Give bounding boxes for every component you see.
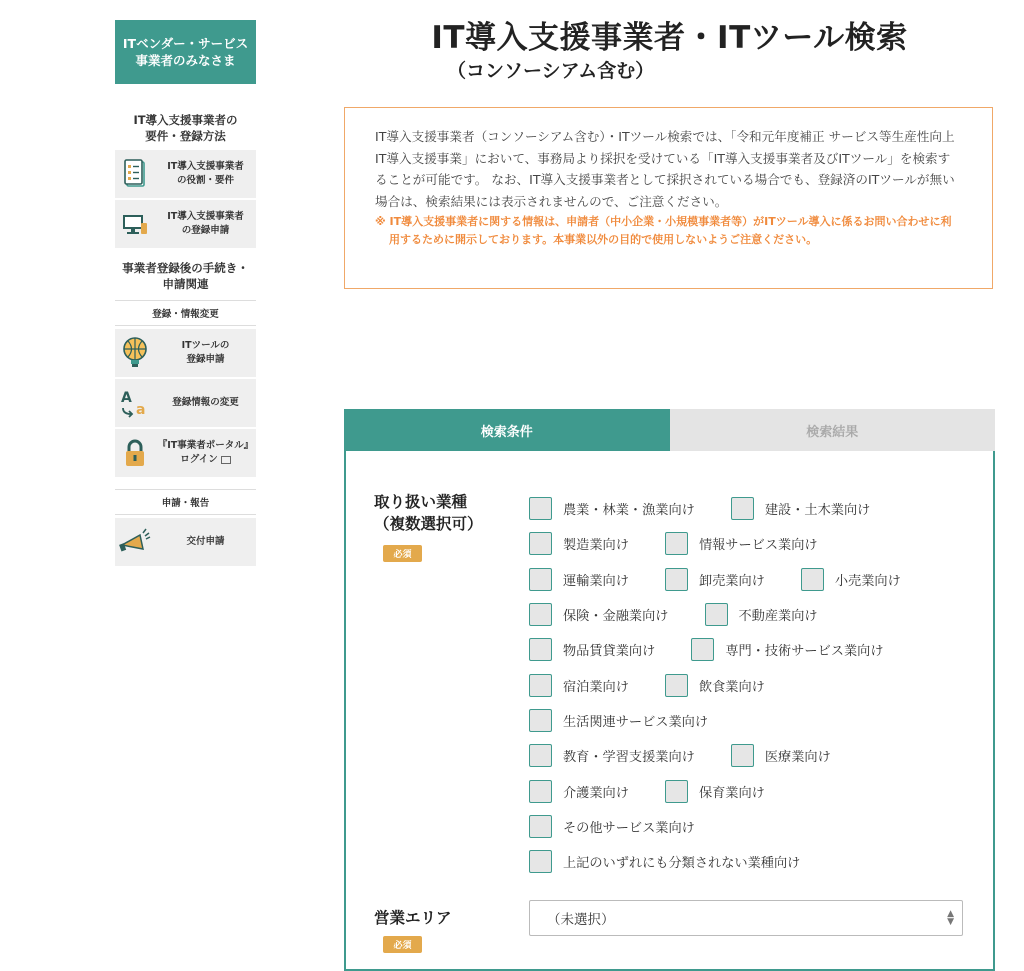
checkbox-row — [529, 809, 937, 844]
nav-item-grant-application[interactable] — [115, 518, 256, 566]
checkbox[interactable] — [529, 638, 552, 661]
checkbox[interactable] — [529, 709, 552, 732]
section-title-procedures: 事業者登録後の手続き・ 申請関連 — [122, 261, 249, 291]
notice-body: IT導入支援事業者（コンソーシアム含む）・ITツール検索では、「令和元年度補正 サービス等生産性向上IT導入支援事業」において、事務局より採択を受けている「IT導入支援事業者及びITツール」を検索することが可能です。 なお、IT導入支援事業者として採択されている場合でも、登録済のITツールが無い場合は、検索結果には表示されませんので、ご注意ください。 — [375, 129, 955, 209]
nav-item-info-change[interactable] — [115, 379, 256, 427]
checkbox[interactable] — [529, 850, 552, 873]
industry-checkbox-item[interactable] — [529, 497, 731, 520]
area-select[interactable] — [529, 900, 963, 936]
sidebar — [115, 20, 256, 568]
checkbox-label: 農業・林業・漁業向け — [563, 503, 695, 519]
industry-checkbox-item[interactable] — [801, 568, 937, 591]
checkbox-label: 飲食業向け — [698, 679, 765, 695]
svg-text:a: a — [136, 402, 146, 418]
checkbox-label: 運輸業向け — [563, 573, 629, 589]
checkbox-row — [529, 526, 937, 561]
nav-item-label: IT導入支援事業者 の役割・要件 — [167, 161, 244, 186]
checkbox-label: 教育・学習支援業向け — [563, 750, 695, 766]
subhead-registration-change: 登録・情報変更 — [115, 300, 256, 326]
industry-checkbox-item[interactable] — [529, 709, 744, 732]
checkbox-label: その他サービス業向け — [563, 820, 695, 836]
checkbox[interactable] — [691, 638, 714, 661]
checkbox[interactable] — [801, 568, 824, 591]
checkbox[interactable] — [529, 780, 552, 803]
industry-required-badge: 必須 — [383, 545, 422, 562]
checkbox[interactable] — [529, 603, 552, 626]
search-tabs — [344, 409, 995, 451]
industry-checkbox-item[interactable] — [691, 638, 919, 661]
checkbox-label: 情報サービス業向け — [698, 538, 818, 554]
industry-checkbox-item[interactable] — [529, 603, 705, 626]
select-arrows-icon: ▲ ▼ — [947, 909, 954, 927]
checkbox-row — [529, 703, 937, 738]
checkbox[interactable] — [529, 497, 552, 520]
notice-box — [344, 107, 993, 289]
checkbox-label: 卸売業向け — [698, 573, 765, 589]
vendor-button-line1: ITベンダー・サービス — [122, 36, 249, 51]
nav-item-label: ITツールの 登録申請 — [181, 340, 230, 365]
nav-item-tool-registration[interactable] — [115, 329, 256, 377]
text-change-icon — [119, 388, 151, 418]
page-subtitle: （コンソーシアム含む） — [447, 60, 655, 82]
industry-checkbox-item[interactable] — [665, 674, 801, 697]
nav-item-portal-login[interactable] — [115, 429, 256, 477]
area-select-value: （未選択） — [547, 912, 615, 928]
checkbox-label: 建設・土木業向け — [764, 503, 871, 519]
checkbox-row — [529, 562, 937, 597]
lock-icon — [123, 438, 147, 468]
subhead-application-report: 申請・報告 — [115, 489, 256, 515]
checkbox-label: 保険・金融業向け — [563, 609, 669, 625]
industry-checkbox-item[interactable] — [529, 532, 665, 555]
checkbox-label: 上記のいずれにも分類されない業種向け — [563, 856, 801, 872]
checklist-icon — [123, 159, 147, 189]
checkbox-row — [529, 667, 937, 702]
industry-checkbox-item[interactable] — [705, 603, 854, 626]
checkbox-row — [529, 844, 937, 879]
checkbox-row — [529, 773, 937, 808]
checkbox[interactable] — [665, 780, 688, 803]
checkbox-label: 生活関連サービス業向け — [563, 714, 709, 730]
checkbox[interactable] — [665, 532, 688, 555]
checkbox-label: 小売業向け — [834, 573, 901, 589]
checkbox[interactable] — [529, 674, 552, 697]
industry-checkbox-item[interactable] — [529, 568, 665, 591]
industry-checkbox-item[interactable] — [665, 780, 801, 803]
checkbox[interactable] — [665, 568, 688, 591]
industry-checkbox-item[interactable] — [731, 744, 867, 767]
checkbox-label: 医療業向け — [764, 750, 831, 766]
industry-label: 取り扱い業種 （複数選択可） — [374, 493, 483, 533]
industry-checkbox-item[interactable] — [529, 815, 731, 838]
section-title-requirements: IT導入支援事業者の 要件・登録方法 — [133, 113, 238, 143]
checkbox[interactable] — [705, 603, 728, 626]
tab-search-results[interactable]: 検索結果 — [670, 409, 996, 451]
nav-item-label: 『IT事業者ポータル』 ログイン — [157, 440, 254, 465]
checkbox-label: 製造業向け — [563, 538, 629, 554]
checkbox[interactable] — [529, 744, 552, 767]
checkbox-row — [529, 632, 937, 667]
checkbox-label: 物品賃貸業向け — [563, 644, 656, 660]
checkbox-row — [529, 597, 937, 632]
nav-item-label: 登録情報の変更 — [172, 397, 239, 408]
megaphone-icon — [118, 527, 152, 557]
industry-checkbox-item[interactable] — [731, 497, 907, 520]
nav-item-label: 交付申請 — [186, 536, 225, 547]
checkbox-row — [529, 491, 937, 526]
checkbox[interactable] — [731, 497, 754, 520]
checkbox[interactable] — [731, 744, 754, 767]
computer-icon — [120, 211, 150, 237]
nav-item-label: IT導入支援事業者 の登録申請 — [167, 211, 244, 236]
industry-checkbox-item[interactable] — [529, 744, 731, 767]
checkbox-label: 宿泊業向け — [563, 679, 629, 695]
industry-checkbox-item[interactable] — [665, 532, 854, 555]
checkbox[interactable] — [529, 568, 552, 591]
vendor-menu-button[interactable] — [115, 20, 256, 84]
checkbox[interactable] — [529, 815, 552, 838]
area-label: 営業エリア — [374, 909, 452, 927]
industry-checkbox-item[interactable] — [665, 568, 801, 591]
lightbulb-icon — [120, 336, 150, 370]
nav-item-roles-requirements[interactable] — [115, 150, 256, 198]
checkbox-label: 保育業向け — [698, 785, 765, 801]
svg-text:A: A — [121, 390, 132, 406]
checkbox-label: 不動産業向け — [738, 609, 818, 625]
industry-checkbox-group — [529, 491, 937, 879]
industry-checkbox-item[interactable] — [529, 638, 691, 661]
tab-search-conditions[interactable]: 検索条件 — [344, 409, 670, 451]
area-required-badge: 必須 — [383, 936, 422, 953]
checkbox[interactable] — [665, 674, 688, 697]
industry-checkbox-item[interactable] — [529, 850, 836, 873]
industry-checkbox-item[interactable] — [529, 780, 665, 803]
notice-warning: ※ IT導入支援事業者に関する情報は、申請者（中小企業・小規模事業者等）がITツール導入に係るお問い合わせに利用するために開示しております。本事業以外の目的で使用しないようご注意ください。 — [375, 215, 952, 246]
external-link-icon — [221, 456, 231, 464]
nav-item-vendor-registration[interactable] — [115, 200, 256, 248]
industry-checkbox-item[interactable] — [529, 674, 665, 697]
checkbox-row — [529, 738, 937, 773]
checkbox[interactable] — [529, 532, 552, 555]
checkbox-label: 専門・技術サービス業向け — [725, 644, 884, 660]
checkbox-label: 介護業向け — [563, 785, 629, 801]
vendor-button-line2: 事業者のみなさま — [135, 53, 236, 68]
page-title: IT導入支援事業者・ITツール検索 — [431, 20, 908, 56]
